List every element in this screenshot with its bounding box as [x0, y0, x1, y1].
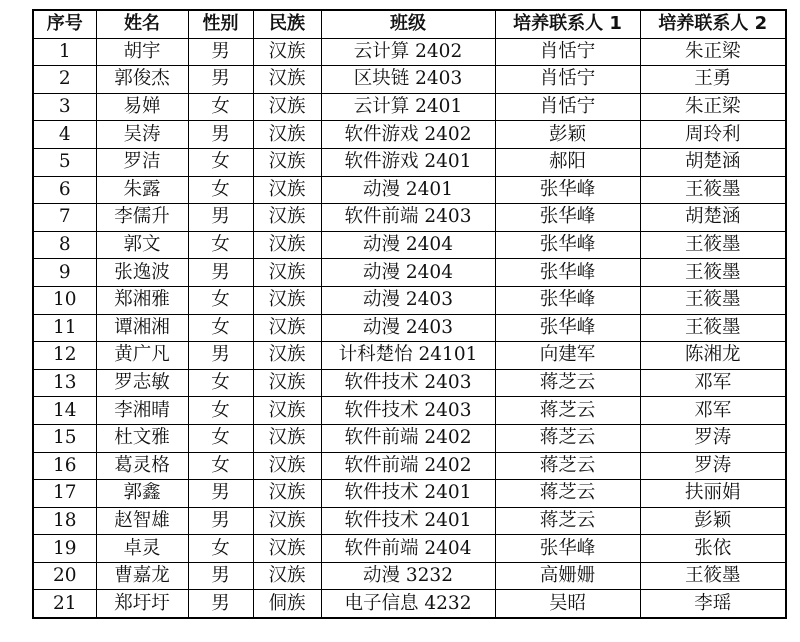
cell-ethnicity: 汉族: [253, 259, 321, 287]
cell-index: 15: [33, 424, 96, 452]
cell-contact-1: 吴昭: [495, 590, 640, 618]
cell-contact-2: 张依: [640, 535, 786, 563]
cell-ethnicity: 汉族: [253, 204, 321, 232]
cell-contact-2: 彭颖: [640, 507, 786, 535]
cell-class: 动漫 2403: [321, 286, 495, 314]
cell-index: 17: [33, 480, 96, 508]
cell-ethnicity: 汉族: [253, 38, 321, 66]
cell-name: 朱露: [96, 176, 188, 204]
cell-contact-1: 张华峰: [495, 314, 640, 342]
table-row: [33, 480, 786, 508]
cell-class: 软件前端 2403: [321, 204, 495, 232]
cell-gender: 女: [188, 176, 253, 204]
cell-ethnicity: 汉族: [253, 93, 321, 121]
cell-ethnicity: 汉族: [253, 231, 321, 259]
table-body: [33, 38, 786, 618]
cell-ethnicity: 侗族: [253, 590, 321, 618]
cell-ethnicity: 汉族: [253, 397, 321, 425]
cell-class: 动漫 2404: [321, 259, 495, 287]
cell-index: 1: [33, 38, 96, 66]
cell-class: 软件技术 2401: [321, 507, 495, 535]
cell-name: 黄广凡: [96, 342, 188, 370]
cell-gender: 女: [188, 397, 253, 425]
cell-contact-1: 肖恬宁: [495, 38, 640, 66]
cell-ethnicity: 汉族: [253, 286, 321, 314]
cell-name: 吴涛: [96, 121, 188, 149]
cell-name: 曹嘉龙: [96, 562, 188, 590]
cell-ethnicity: 汉族: [253, 148, 321, 176]
cell-contact-1: 彭颖: [495, 121, 640, 149]
cell-class: 软件技术 2403: [321, 397, 495, 425]
cell-index: 20: [33, 562, 96, 590]
cell-class: 软件技术 2403: [321, 369, 495, 397]
cell-contact-2: 胡楚涵: [640, 148, 786, 176]
table-row: [33, 204, 786, 232]
table-row: [33, 535, 786, 563]
cell-index: 11: [33, 314, 96, 342]
header-contact-2: 培养联系人 2: [640, 10, 786, 38]
table-row: [33, 176, 786, 204]
cell-name: 张逸波: [96, 259, 188, 287]
cell-contact-2: 王筱墨: [640, 176, 786, 204]
cell-contact-1: 蒋芝云: [495, 369, 640, 397]
cell-contact-2: 王筱墨: [640, 231, 786, 259]
cell-index: 13: [33, 369, 96, 397]
table-row: [33, 369, 786, 397]
table-row: [33, 286, 786, 314]
cell-gender: 男: [188, 480, 253, 508]
cell-ethnicity: 汉族: [253, 562, 321, 590]
cell-name: 谭湘湘: [96, 314, 188, 342]
cell-contact-1: 郝阳: [495, 148, 640, 176]
cell-contact-2: 李瑶: [640, 590, 786, 618]
cell-contact-1: 张华峰: [495, 204, 640, 232]
cell-name: 杜文雅: [96, 424, 188, 452]
cell-gender: 女: [188, 93, 253, 121]
cell-gender: 女: [188, 286, 253, 314]
cell-class: 计科楚怡 24101: [321, 342, 495, 370]
header-ethnicity: 民族: [253, 10, 321, 38]
cell-gender: 男: [188, 507, 253, 535]
cell-class: 动漫 3232: [321, 562, 495, 590]
header-index: 序号: [33, 10, 96, 38]
student-contact-table: [32, 9, 787, 619]
cell-ethnicity: 汉族: [253, 314, 321, 342]
cell-name: 卓灵: [96, 535, 188, 563]
cell-name: 胡宇: [96, 38, 188, 66]
cell-name: 郭俊杰: [96, 66, 188, 94]
table-row: [33, 314, 786, 342]
cell-class: 软件前端 2402: [321, 424, 495, 452]
cell-class: 软件游戏 2401: [321, 148, 495, 176]
cell-index: 10: [33, 286, 96, 314]
cell-gender: 男: [188, 562, 253, 590]
header-contact-1: 培养联系人 1: [495, 10, 640, 38]
cell-ethnicity: 汉族: [253, 369, 321, 397]
cell-index: 12: [33, 342, 96, 370]
cell-contact-2: 邓军: [640, 397, 786, 425]
table-row: [33, 507, 786, 535]
cell-name: 郭鑫: [96, 480, 188, 508]
cell-index: 19: [33, 535, 96, 563]
cell-index: 7: [33, 204, 96, 232]
cell-index: 3: [33, 93, 96, 121]
cell-contact-2: 周玲利: [640, 121, 786, 149]
table-row: [33, 121, 786, 149]
cell-gender: 男: [188, 342, 253, 370]
cell-contact-1: 蒋芝云: [495, 424, 640, 452]
cell-contact-1: 向建军: [495, 342, 640, 370]
cell-class: 动漫 2401: [321, 176, 495, 204]
cell-ethnicity: 汉族: [253, 507, 321, 535]
cell-name: 郑圩圩: [96, 590, 188, 618]
cell-name: 易婵: [96, 93, 188, 121]
cell-class: 软件前端 2402: [321, 452, 495, 480]
cell-gender: 女: [188, 231, 253, 259]
cell-index: 18: [33, 507, 96, 535]
table-row: [33, 452, 786, 480]
cell-index: 4: [33, 121, 96, 149]
table-row: [33, 590, 786, 618]
cell-gender: 男: [188, 204, 253, 232]
cell-contact-1: 蒋芝云: [495, 397, 640, 425]
cell-contact-1: 肖恬宁: [495, 66, 640, 94]
cell-contact-1: 蒋芝云: [495, 507, 640, 535]
cell-class: 动漫 2403: [321, 314, 495, 342]
cell-contact-1: 张华峰: [495, 231, 640, 259]
cell-name: 李儒升: [96, 204, 188, 232]
cell-contact-2: 王筱墨: [640, 314, 786, 342]
cell-class: 软件技术 2401: [321, 480, 495, 508]
cell-ethnicity: 汉族: [253, 342, 321, 370]
cell-index: 2: [33, 66, 96, 94]
cell-ethnicity: 汉族: [253, 176, 321, 204]
cell-contact-1: 蒋芝云: [495, 480, 640, 508]
table-row: [33, 424, 786, 452]
cell-index: 21: [33, 590, 96, 618]
cell-contact-2: 朱正梁: [640, 38, 786, 66]
cell-name: 罗志敏: [96, 369, 188, 397]
cell-index: 16: [33, 452, 96, 480]
table-row: [33, 93, 786, 121]
table-row: [33, 38, 786, 66]
cell-gender: 女: [188, 369, 253, 397]
cell-contact-2: 王筱墨: [640, 259, 786, 287]
cell-gender: 男: [188, 590, 253, 618]
cell-index: 8: [33, 231, 96, 259]
cell-contact-2: 罗涛: [640, 424, 786, 452]
cell-index: 5: [33, 148, 96, 176]
cell-ethnicity: 汉族: [253, 66, 321, 94]
cell-contact-1: 张华峰: [495, 535, 640, 563]
cell-gender: 男: [188, 38, 253, 66]
table-header-row: [33, 10, 786, 38]
cell-contact-2: 朱正梁: [640, 93, 786, 121]
cell-ethnicity: 汉族: [253, 452, 321, 480]
cell-contact-2: 罗涛: [640, 452, 786, 480]
table-row: [33, 66, 786, 94]
cell-gender: 男: [188, 121, 253, 149]
cell-contact-1: 张华峰: [495, 286, 640, 314]
cell-class: 区块链 2403: [321, 66, 495, 94]
cell-contact-2: 扶丽娟: [640, 480, 786, 508]
cell-contact-2: 陈湘龙: [640, 342, 786, 370]
cell-index: 6: [33, 176, 96, 204]
cell-index: 9: [33, 259, 96, 287]
table-row: [33, 231, 786, 259]
cell-gender: 女: [188, 148, 253, 176]
cell-class: 电子信息 4232: [321, 590, 495, 618]
cell-contact-2: 王筱墨: [640, 286, 786, 314]
cell-class: 软件前端 2404: [321, 535, 495, 563]
cell-class: 软件游戏 2402: [321, 121, 495, 149]
table-row: [33, 259, 786, 287]
cell-ethnicity: 汉族: [253, 535, 321, 563]
cell-contact-2: 邓军: [640, 369, 786, 397]
cell-contact-1: 蒋芝云: [495, 452, 640, 480]
table-row: [33, 562, 786, 590]
cell-ethnicity: 汉族: [253, 121, 321, 149]
cell-contact-2: 王筱墨: [640, 562, 786, 590]
cell-name: 郭文: [96, 231, 188, 259]
cell-name: 李湘晴: [96, 397, 188, 425]
cell-gender: 男: [188, 66, 253, 94]
cell-gender: 女: [188, 314, 253, 342]
cell-gender: 女: [188, 535, 253, 563]
table-row: [33, 397, 786, 425]
cell-contact-1: 高姗姗: [495, 562, 640, 590]
cell-name: 罗洁: [96, 148, 188, 176]
cell-name: 赵智雄: [96, 507, 188, 535]
cell-gender: 男: [188, 259, 253, 287]
cell-ethnicity: 汉族: [253, 424, 321, 452]
cell-contact-2: 王勇: [640, 66, 786, 94]
cell-ethnicity: 汉族: [253, 480, 321, 508]
cell-gender: 女: [188, 452, 253, 480]
cell-contact-1: 肖恬宁: [495, 93, 640, 121]
cell-contact-1: 张华峰: [495, 176, 640, 204]
cell-class: 动漫 2404: [321, 231, 495, 259]
cell-contact-1: 张华峰: [495, 259, 640, 287]
cell-contact-2: 胡楚涵: [640, 204, 786, 232]
table-row: [33, 148, 786, 176]
cell-name: 郑湘雅: [96, 286, 188, 314]
cell-class: 云计算 2401: [321, 93, 495, 121]
cell-class: 云计算 2402: [321, 38, 495, 66]
cell-name: 葛灵格: [96, 452, 188, 480]
header-name: 姓名: [96, 10, 188, 38]
header-gender: 性别: [188, 10, 253, 38]
table-row: [33, 342, 786, 370]
header-class: 班级: [321, 10, 495, 38]
cell-index: 14: [33, 397, 96, 425]
cell-gender: 女: [188, 424, 253, 452]
